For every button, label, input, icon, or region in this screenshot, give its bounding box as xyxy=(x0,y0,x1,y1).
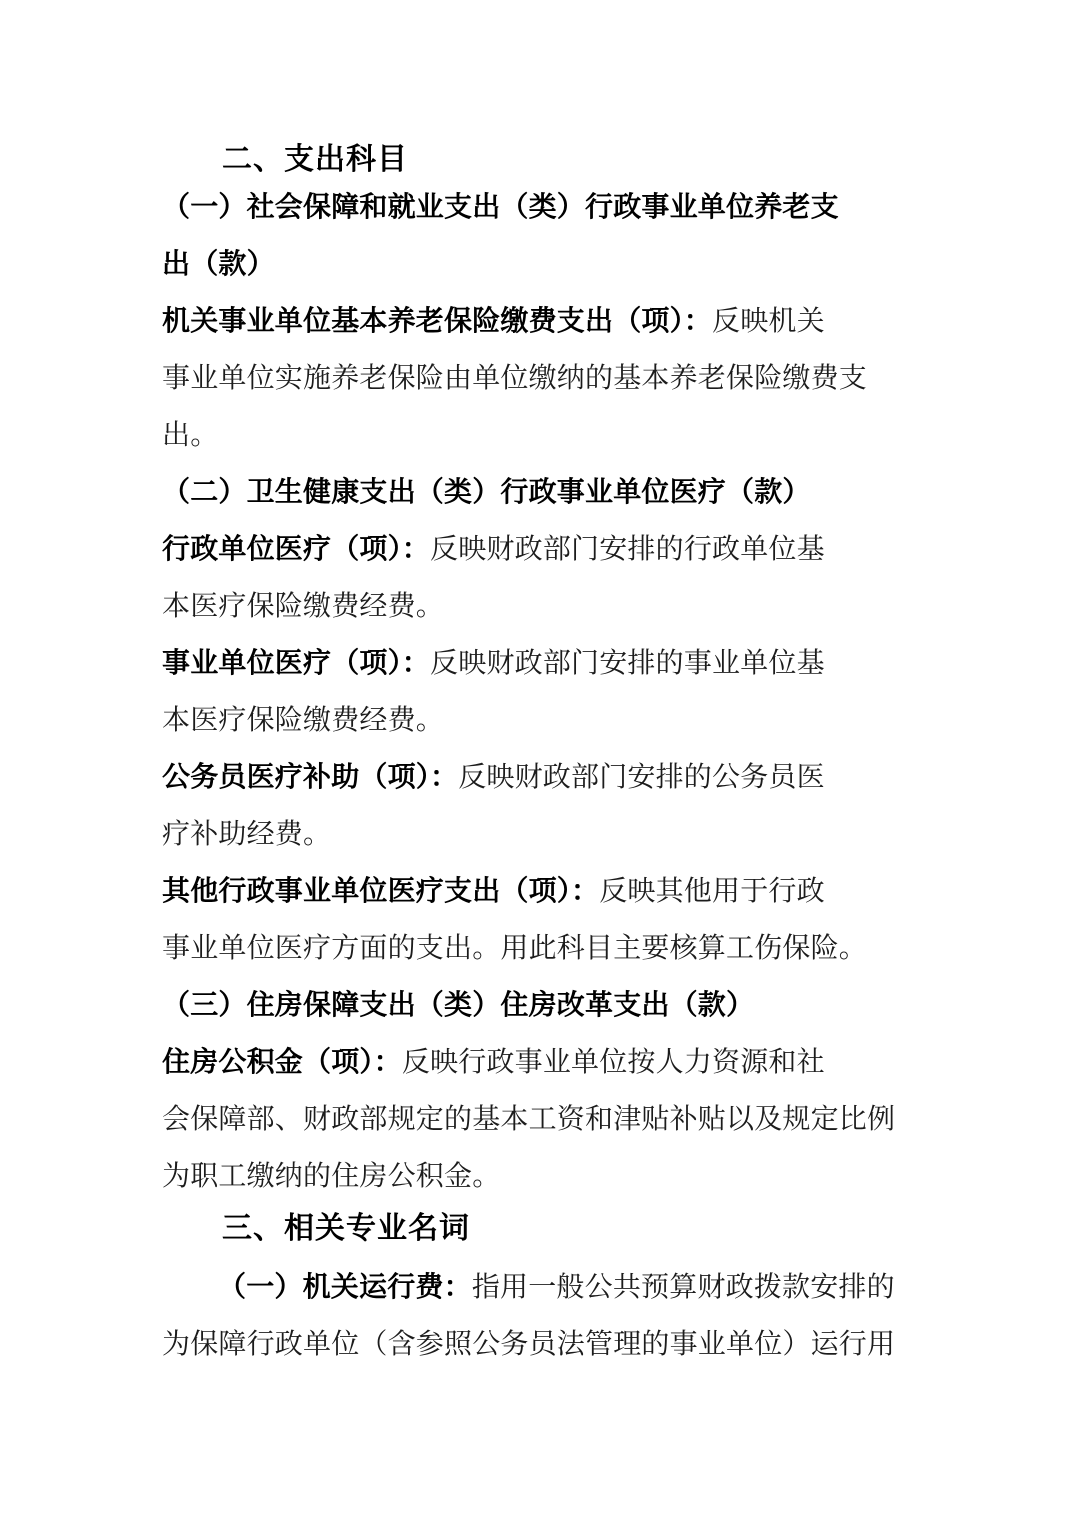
definition-line-operating-expenses xyxy=(218,1273,895,1303)
category-line-social-security-cont xyxy=(162,250,275,280)
definition-line-civil-servant-subsidy xyxy=(162,763,825,793)
definition-line-pension-cont xyxy=(162,364,867,394)
section-heading-related-terms xyxy=(222,1213,470,1245)
category-line-housing xyxy=(162,991,754,1021)
definition-text: 反映财政部门安排的事业单位基 xyxy=(430,648,825,679)
definition-text: 反映其他用于行政 xyxy=(599,876,825,907)
category-line-health xyxy=(162,478,811,508)
term-label: 公务员医疗补助（项）： xyxy=(162,762,459,793)
definition-text: 反映财政部门安排的行政单位基 xyxy=(430,534,825,565)
category-line-social-security xyxy=(162,193,839,223)
definition-line-housing-fund-end xyxy=(162,1162,500,1192)
definition-text: 出。 xyxy=(162,420,219,451)
definition-text: 本医疗保险缴费经费。 xyxy=(162,591,445,622)
term-label: 其他行政事业单位医疗支出（项）： xyxy=(162,876,600,907)
term-label: 机关事业单位基本养老保险缴费支出（项）： xyxy=(162,306,713,337)
definition-text: 事业单位医疗方面的支出。用此科目主要核算工伤保险。 xyxy=(162,933,868,964)
category-text: （一）社会保障和就业支出（类）行政事业单位养老支 xyxy=(162,192,839,223)
definition-line-other-medical xyxy=(162,877,825,907)
definition-text: 为保障行政单位（含参照公务员法管理的事业单位）运行用 xyxy=(162,1329,896,1360)
definition-line-other-medical-cont xyxy=(162,934,867,964)
definition-text: 指用一般公共预算财政拨款安排的 xyxy=(471,1272,895,1303)
definition-text: 反映财政部门安排的公务员医 xyxy=(458,762,825,793)
heading-text: 二、支出科目 xyxy=(222,143,408,176)
definition-text: 本医疗保险缴费经费。 xyxy=(162,705,445,736)
definition-line-institution-medical-cont xyxy=(162,706,444,736)
category-text: （二）卫生健康支出（类）行政事业单位医疗（款） xyxy=(162,477,811,508)
definition-line-housing-fund xyxy=(162,1048,825,1078)
section-heading-expenditure-subjects xyxy=(222,144,408,176)
definition-line-pension xyxy=(162,307,825,337)
definition-line-admin-medical xyxy=(162,535,825,565)
definition-line-civil-servant-subsidy-cont xyxy=(162,820,331,850)
term-label: 行政单位医疗（项）： xyxy=(162,534,431,565)
definition-line-institution-medical xyxy=(162,649,825,679)
definition-line-housing-fund-cont xyxy=(162,1105,895,1135)
definition-text: 反映行政事业单位按人力资源和社 xyxy=(401,1047,825,1078)
heading-text: 三、相关专业名词 xyxy=(222,1212,470,1245)
definition-text: 事业单位实施养老保险由单位缴纳的基本养老保险缴费支 xyxy=(162,363,868,394)
definition-text: 会保障部、财政部规定的基本工资和津贴补贴以及规定比例 xyxy=(162,1104,896,1135)
definition-line-operating-expenses-cont xyxy=(162,1330,895,1360)
term-label: 住房公积金（项）： xyxy=(162,1047,402,1078)
definition-text: 反映机关 xyxy=(712,306,825,337)
term-label: （一）机关运行费： xyxy=(218,1272,472,1303)
definition-line-pension-end xyxy=(162,421,218,451)
definition-line-admin-medical-cont xyxy=(162,592,444,622)
category-text: （三）住房保障支出（类）住房改革支出（款） xyxy=(162,990,755,1021)
category-text: 出（款） xyxy=(162,249,275,280)
definition-text: 为职工缴纳的住房公积金。 xyxy=(162,1161,501,1192)
definition-text: 疗补助经费。 xyxy=(162,819,332,850)
term-label: 事业单位医疗（项）： xyxy=(162,648,431,679)
